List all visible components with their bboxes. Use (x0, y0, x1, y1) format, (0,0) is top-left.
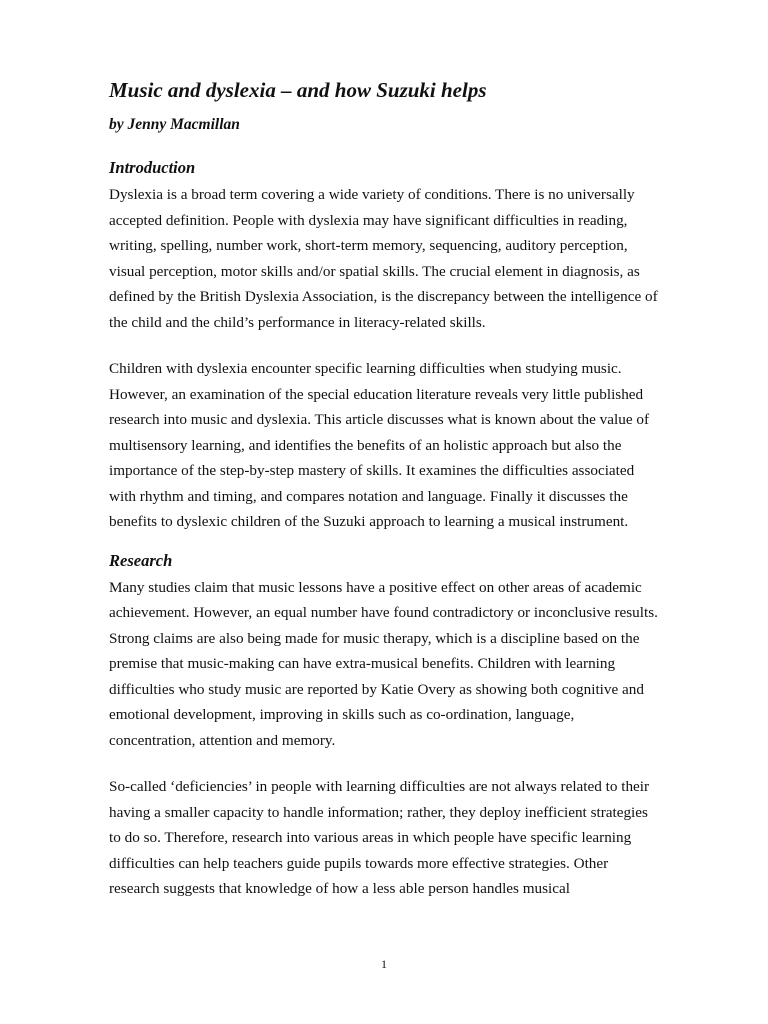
section-heading-research: Research (109, 550, 173, 570)
section-heading-introduction: Introduction (109, 158, 196, 177)
document-title: Music and dyslexia – and how Suzuki helps (109, 78, 487, 102)
page-number: 1 (381, 957, 387, 971)
paragraph: Dyslexia is a broad term covering a wide variety of conditions. There is no universally accepted definition. People with dyslexia may have significant difficulties in reading, writing, spelling, number work, short-term memory, sequencing, auditory perception, visual perception, motor skills and/or spatial skills. The crucial element in diagnosis, as defined by the British Dyslexia Association, is the discrepancy between the intelligence of the child and the child’s performance in literacy-related skills. (109, 186, 658, 331)
document-body (109, 76, 661, 902)
paragraph: Children with dyslexia encounter specific learning difficulties when studying music. However, an examination of the special education literature reveals very little published research into music and dyslexia. This article discusses what is known about the value of multisensory learning, and identifies the benefits of an holistic approach but also the importance of the step-by-step mastery of skills. It examines the difficulties associated with rhythm and timing, and compares notation and language. Finally it discusses the benefits to dyslexic children of the Suzuki approach to learning a musical instrument. (109, 360, 650, 530)
paragraph: So-called ‘deficiencies’ in people with learning difficulties are not always related to their having a smaller capacity to handle information; rather, they deploy inefficient strategies to do so. Therefore, research into various areas in which people have specific learning difficulties can help teachers guide pupils towards more effective strategies. Other research suggests that knowledge of how a less able person handles musical (109, 778, 650, 897)
paragraph: Many studies claim that music lessons have a positive effect on other areas of academic achievement. However, an equal number have found contradictory or inconclusive results. Strong claims are also being made for music therapy, which is a discipline based on the premise that music-making can have extra-musical benefits. Children with learning difficulties who study music are reported by Katie Overy as showing both cognitive and emotional development, improving in skills such as co-ordination, language, concentration, attention and memory. (109, 578, 658, 749)
author-byline: by Jenny Macmillan (109, 116, 240, 133)
